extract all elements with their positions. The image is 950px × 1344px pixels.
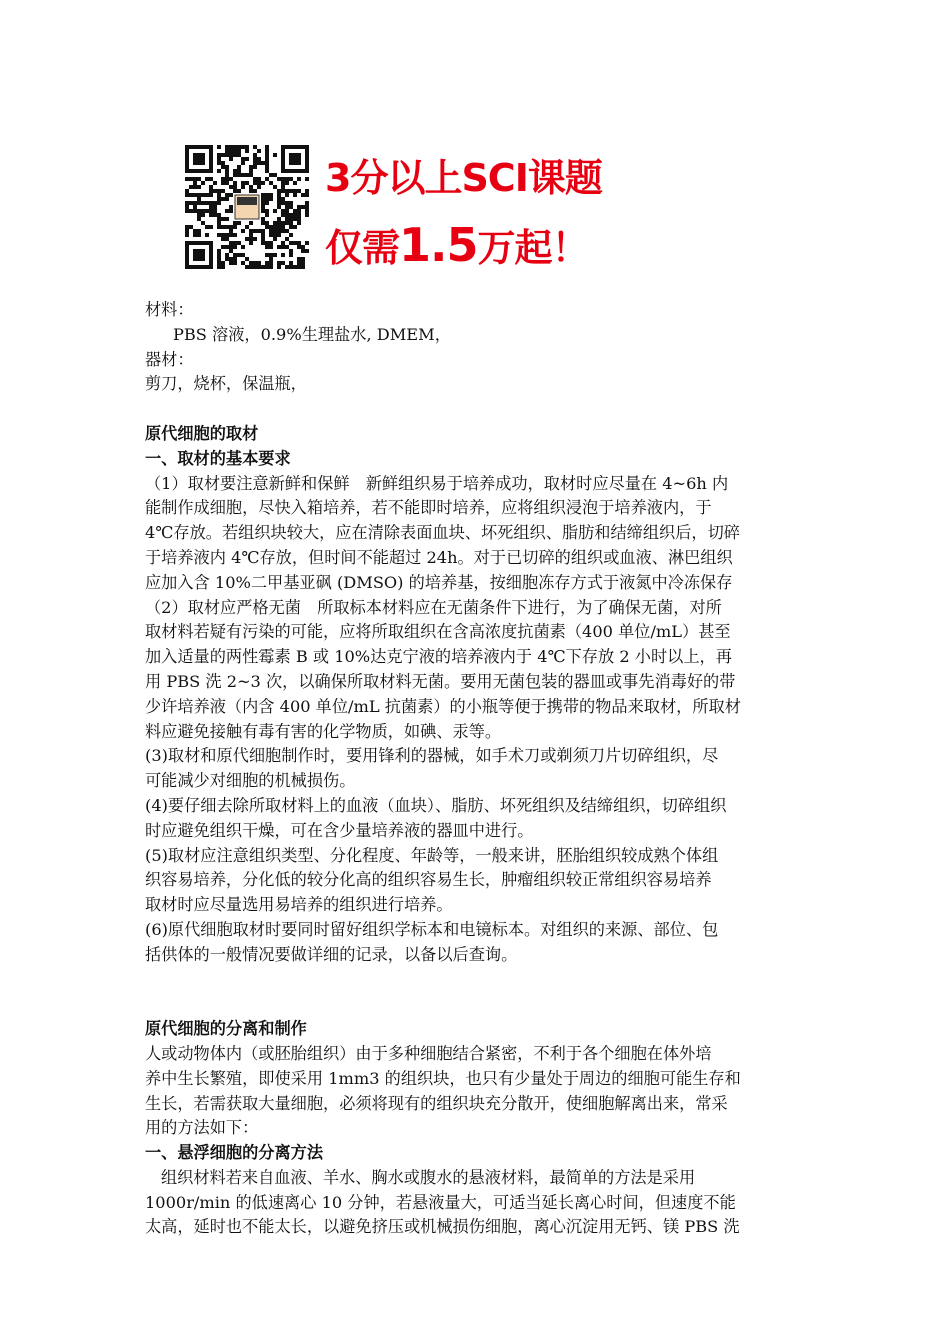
subsection-title-suspension-cells: 一、悬浮细胞的分离方法 [145, 1143, 324, 1163]
paragraph-line: 括供体的一般情况要做详细的记录，以备以后查询。 [145, 944, 518, 964]
paragraph-line: 应加入含 10%二甲基亚砜 (DMSO) 的培养基，按细胞冻存方式于液氮中冷冻保存 [145, 572, 733, 592]
promo-line-2-suffix: 万起！ [477, 226, 589, 270]
spacer [145, 968, 815, 993]
subsection-title-basic-requirements: 一、取材的基本要求 [145, 448, 291, 468]
paragraph-line: 少许培养液（内含 400 单位/mL 抗菌素）的小瓶等便于携带的物品来取材，所取材 [145, 696, 741, 716]
document-body [145, 298, 815, 1240]
paragraph-line: （1）取材要注意新鲜和保鲜 新鲜组织易于培养成功，取材时应尽量在 4~6h 内 [145, 473, 729, 493]
paragraph-line: (5)取材应注意组织类型、分化程度、年龄等，一般来讲，胚胎组织较成熟个体组 [145, 845, 719, 865]
label-equipment: 器材： [145, 349, 194, 369]
paragraph-line: (6)原代细胞取材时要同时留好组织学标本和电镜标本。对组织的来源、部位、包 [145, 919, 719, 939]
promo-banner[interactable] [185, 145, 625, 275]
promo-line-1 [325, 147, 602, 202]
paragraph-line: 料应避免接触有毒有害的化学物质，如碘、汞等。 [145, 721, 502, 741]
qr-code-icon [185, 145, 309, 269]
paragraph-line: 取材料若疑有污染的可能，应将所取组织在含高浓度抗菌素（400 单位/mL）甚至 [145, 622, 731, 642]
paragraph-line: (3)取材和原代细胞制作时，要用锋利的器械，如手术刀或剃须刀片切碎组织，尽 [145, 746, 719, 766]
promo-line-2 [325, 217, 589, 272]
paragraph-line: （2）取材应严格无菌 所取标本材料应在无菌条件下进行，为了确保无菌，对所 [145, 597, 722, 617]
paragraph-line: 织容易培养，分化低的较分化高的组织容易生长，肿瘤组织较正常组织容易培养 [145, 870, 712, 890]
paragraph-line: 用 PBS 洗 2~3 次，以确保所取材料无菌。要用无菌包装的器皿或事先消毒好的带 [145, 671, 736, 691]
paragraph-line: 养中生长繁殖，即使采用 1mm3 的组织块，也只有少量处于周边的细胞可能生存和 [145, 1068, 741, 1088]
section-title-isolation: 原代细胞的分离和制作 [145, 1019, 307, 1039]
paragraph-line: (4)要仔细去除所取材料上的血液（血块）、脂肪、坏死组织及结缔组织，切碎组织 [145, 795, 727, 815]
spacer [145, 992, 815, 1017]
paragraph-line: 组织材料若来自血液、羊水、胸水或腹水的悬液材料，最简单的方法是采用 [161, 1167, 696, 1187]
materials-list: PBS 溶液，0.9%生理盐水, DMEM， [173, 324, 451, 344]
spacer [145, 397, 815, 422]
promo-line-1-text: 3分以上SCI课题 [325, 156, 602, 200]
paragraph-line: 人或动物体内（或胚胎组织）由于多种细胞结合紧密，不利于各个细胞在体外培 [145, 1043, 712, 1063]
paragraph-line: 能制作成细胞，尽快入箱培养，若不能即时培养，应将组织浸泡于培养液内，于 [145, 498, 712, 518]
section-title-sampling: 原代细胞的取材 [145, 423, 259, 443]
promo-price: 1.5 [399, 218, 478, 272]
paragraph-line: 加入适量的两性霉素 B 或 10%达克宁液的培养液内于 4℃下存放 2 小时以上，再 [145, 647, 732, 667]
paragraph-line: 于培养液内 4℃存放，但时间不能超过 24h。对于已切碎的组织或血液、淋巴组织 [145, 547, 733, 567]
paragraph-line: 可能减少对细胞的机械损伤。 [145, 771, 356, 791]
promo-line-2-prefix: 仅需 [325, 226, 400, 270]
label-materials: 材料： [145, 300, 194, 319]
paragraph-line: 1000r/min 的低速离心 10 分钟，若悬液量大，可适当延长离心时间，但速度不能 [145, 1192, 736, 1212]
paragraph-line: 太高，延时也不能太长，以避免挤压或机械损伤细胞，离心沉淀用无钙、镁 PBS 洗 [145, 1217, 740, 1237]
paragraph-line: 时应避免组织干燥，可在含少量培养液的器皿中进行。 [145, 820, 534, 840]
paragraph-line: 4℃存放。若组织块较大，应在清除表面血块、坏死组织、脂肪和结缔组织后，切碎 [145, 523, 740, 543]
paragraph-line: 取材时应尽量选用易培养的组织进行培养。 [145, 895, 453, 915]
equipment-list: 剪刀，烧杯，保温瓶， [145, 374, 307, 394]
paragraph-line: 用的方法如下： [145, 1118, 259, 1138]
paragraph-line: 生长，若需获取大量细胞，必须将现有的组织块充分散开，使细胞解离出来，常采 [145, 1093, 728, 1113]
